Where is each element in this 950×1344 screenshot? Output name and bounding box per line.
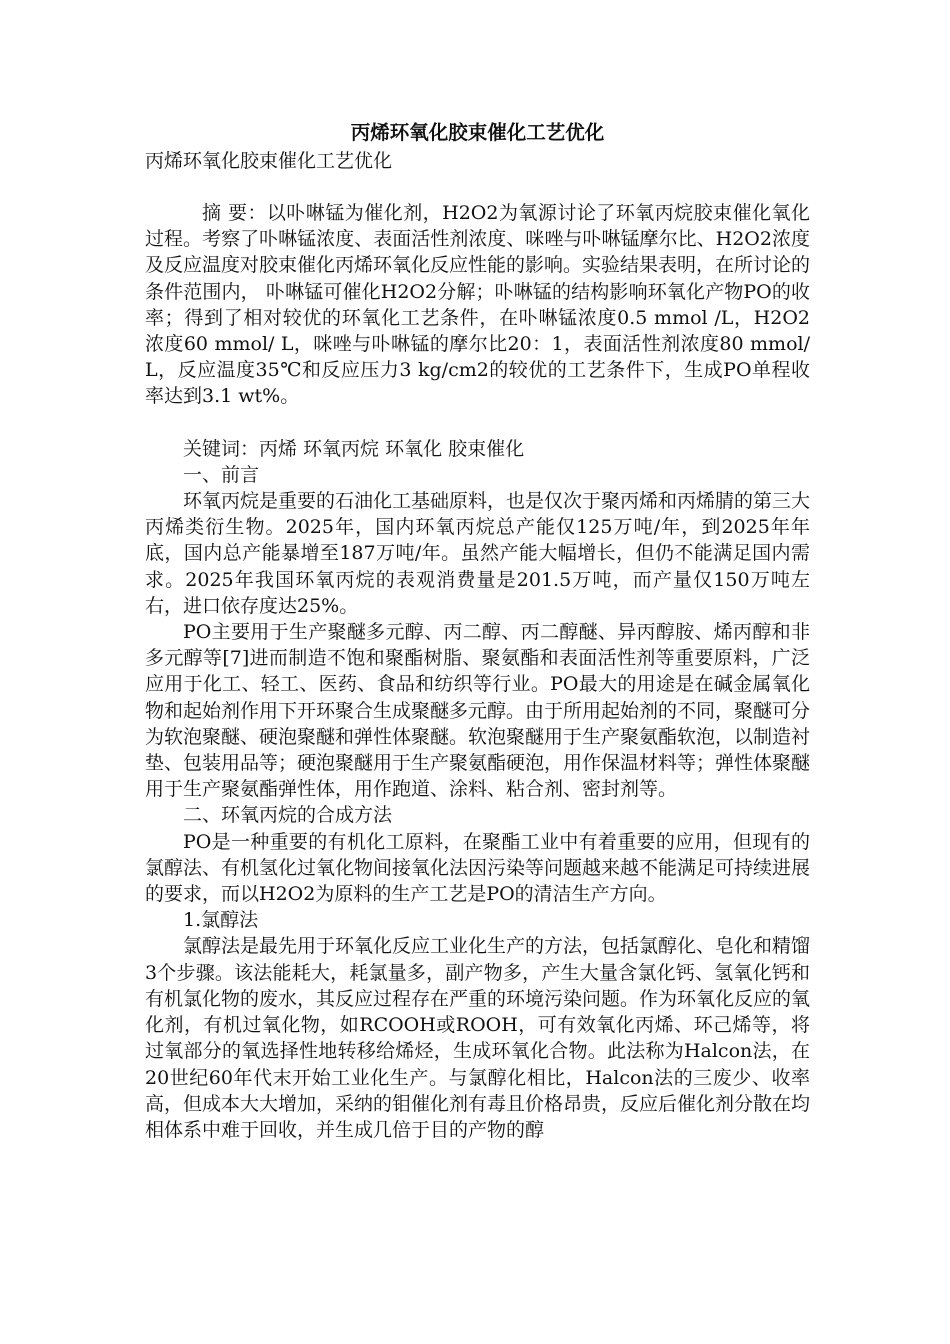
spacer — [145, 410, 810, 436]
document-subtitle: 丙烯环氧化胶束催化工艺优化 — [145, 150, 393, 172]
section-heading-intro: 一、前言 — [183, 463, 260, 486]
body-paragraph: PO主要用于生产聚醚多元醇、丙二醇、丙二醇醚、异丙醇胺、烯丙醇和非多元醇等[7]进而制造不饱和聚酯树脂、聚氨酯和表面活性剂等重要原料，广泛应用于化工、轻工、医药、食品和纺织等行业。PO最大的用途是在碱金属氧化物和起始剂作用下开环聚合生成聚醚多元醇。由于所用起始剂的不同，聚醚可分为软泡聚醚、硬泡聚醚和弹性体聚醚。软泡聚醚用于生产聚氨酯软泡，以制造衬垫、包装用品等；硬泡聚醚用于生产聚氨酯硬泡，用作保温材料等；弹性体聚醚用于生产聚氨酯弹性体，用作跑道、涂料、粘合剂、密封剂等。 — [145, 621, 811, 801]
keywords-line: 关键词：丙烯 环氧丙烷 环氧化 胶束催化 — [183, 437, 525, 460]
spacer — [145, 174, 810, 200]
subsection-heading-chlorohydrin: 1.氯醇法 — [183, 909, 259, 932]
document-title: 丙烯环氧化胶束催化工艺优化 — [350, 121, 605, 144]
body-paragraph: PO是一种重要的有机化工原料，在聚酯工业中有着重要的应用，但现有的氯醇法、有机氢化过氧化物间接氧化法因污染等问题越来越不能满足可持续进展的要求，而以H2O2为原料的生产工艺是PO的清洁生产方向。 — [145, 830, 811, 906]
document-page — [145, 118, 810, 1143]
abstract-paragraph: 摘 要：以卟啉锰为催化剂，H2O2为氧源讨论了环氧丙烷胶束催化氧化过程。考察了卟啉锰浓度、表面活性剂浓度、咪唑与卟啉锰摩尔比、H2O2浓度及反应温度对胶束催化丙烯环氧化反应性能的影响。实验结果表明，在所讨论的条件范围内， 卟啉锰可催化H2O2分解；卟啉锰的结构影响环氧化产物PO的收率；得到了相对较优的环氧化工艺条件，在卟啉锰浓度0.5 mmol /L，H2O2浓度60 mmol/ L，咪唑与卟啉锰的摩尔比20：1，表面活性剂浓度80 mmol/ L，反应温度35℃和反应压力3 kg/cm2的较优的工艺条件下，生成PO单程收率达到3.1 wt%。 — [145, 202, 811, 408]
section-heading-synthesis: 二、环氧丙烷的合成方法 — [183, 804, 393, 827]
body-paragraph: 环氧丙烷是重要的石油化工基础原料，也是仅次于聚丙烯和丙烯腈的第三大丙烯类衍生物。2025年，国内环氧丙烷总产能仅125万吨/年，到2025年年底，国内总产能暴增至187万吨/年。虽然产能大幅增长，但仍不能满足国内需求。2025年我国环氧丙烷的表观消费量是201.5万吨，而产量仅150万吨左右，进口依存度达25%。 — [145, 490, 811, 617]
body-paragraph: 氯醇法是最先用于环氧化反应工业化生产的方法，包括氯醇化、皂化和精馏3个步骤。该法能耗大，耗氯量多，副产物多，产生大量含氯化钙、氢氧化钙和有机氯化物的废水，其反应过程存在严重的环境污染问题。作为环氧化反应的氧化剂，有机过氧化物，如RCOOH或ROOH，可有效氧化丙烯、环己烯等，将过氧部分的氧选择性地转移给烯烃，生成环氧化合物。此法称为Halcon法，在20世纪60年代末开始工业化生产。与氯醇化相比，Halcon法的三废少、收率高，但成本大大增加，采纳的钼催化剂有毒且价格昂贵，反应后催化剂分散在均相体系中难于回收，并生成几倍于目的产物的醇 — [145, 935, 811, 1141]
